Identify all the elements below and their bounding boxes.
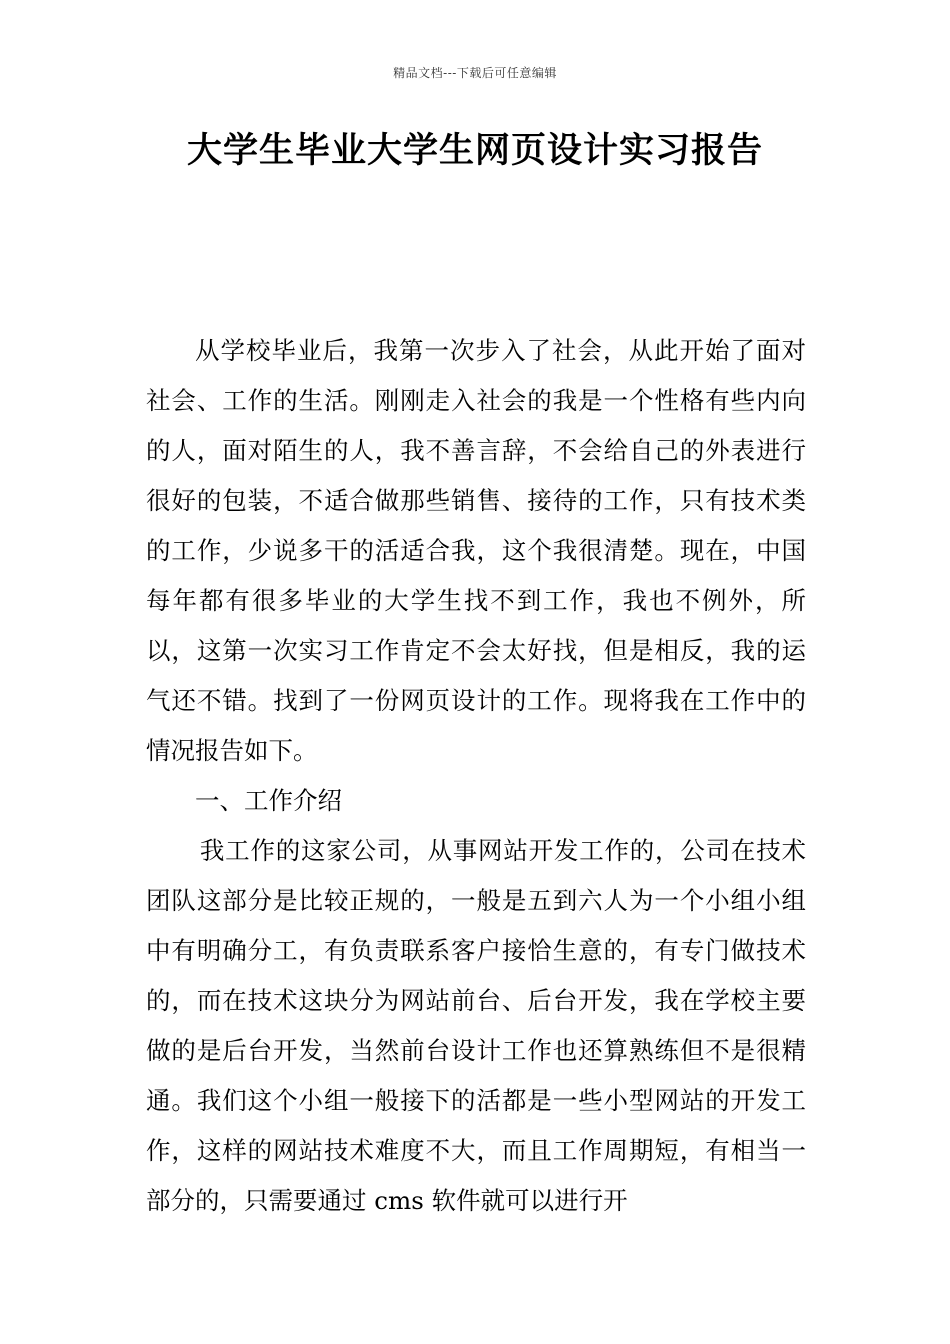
document-title: 大学生毕业大学生网页设计实习报告 xyxy=(186,131,763,171)
section-heading: 一、工作介绍 xyxy=(195,786,342,815)
document-body xyxy=(146,326,806,1226)
header-note: 精品文档---下载后可任意编辑 xyxy=(393,66,557,80)
body-paragraph: 我工作的这家公司，从事网站开发工作的，公司在技术团队这部分是比较正规的，一般是五到六人为一个小组小组中有明确分工，有负责联系客户接恰生意的，有专门做技术的，而在技术这块分为网站前台、后台开发，我在学校主要做的是后台开发，当然前台设计工作也还算熟练但不是很精通。我们这个小组一般接下的活都是一些小型网站的开发工作，这样的网站技术难度不大，而且工作周期短，有相当一部分的，只需要通过 cms 软件就可以进行开 xyxy=(146,836,806,1215)
body-paragraph: 从学校毕业后，我第一次步入了社会，从此开始了面对社会、工作的生活。刚刚走入社会的我是一个性格有些内向的人，面对陌生的人，我不善言辞，不会给自己的外表进行很好的包装，不适合做那些销售、接待的工作，只有技术类的工作，少说多干的活适合我，这个我很清楚。现在，中国每年都有很多毕业的大学生找不到工作，我也不例外，所以，这第一次实习工作肯定不会太好找，但是相反，我的运气还不错。找到了一份网页设计的工作。现将我在工作中的情况报告如下。 xyxy=(146,336,806,765)
